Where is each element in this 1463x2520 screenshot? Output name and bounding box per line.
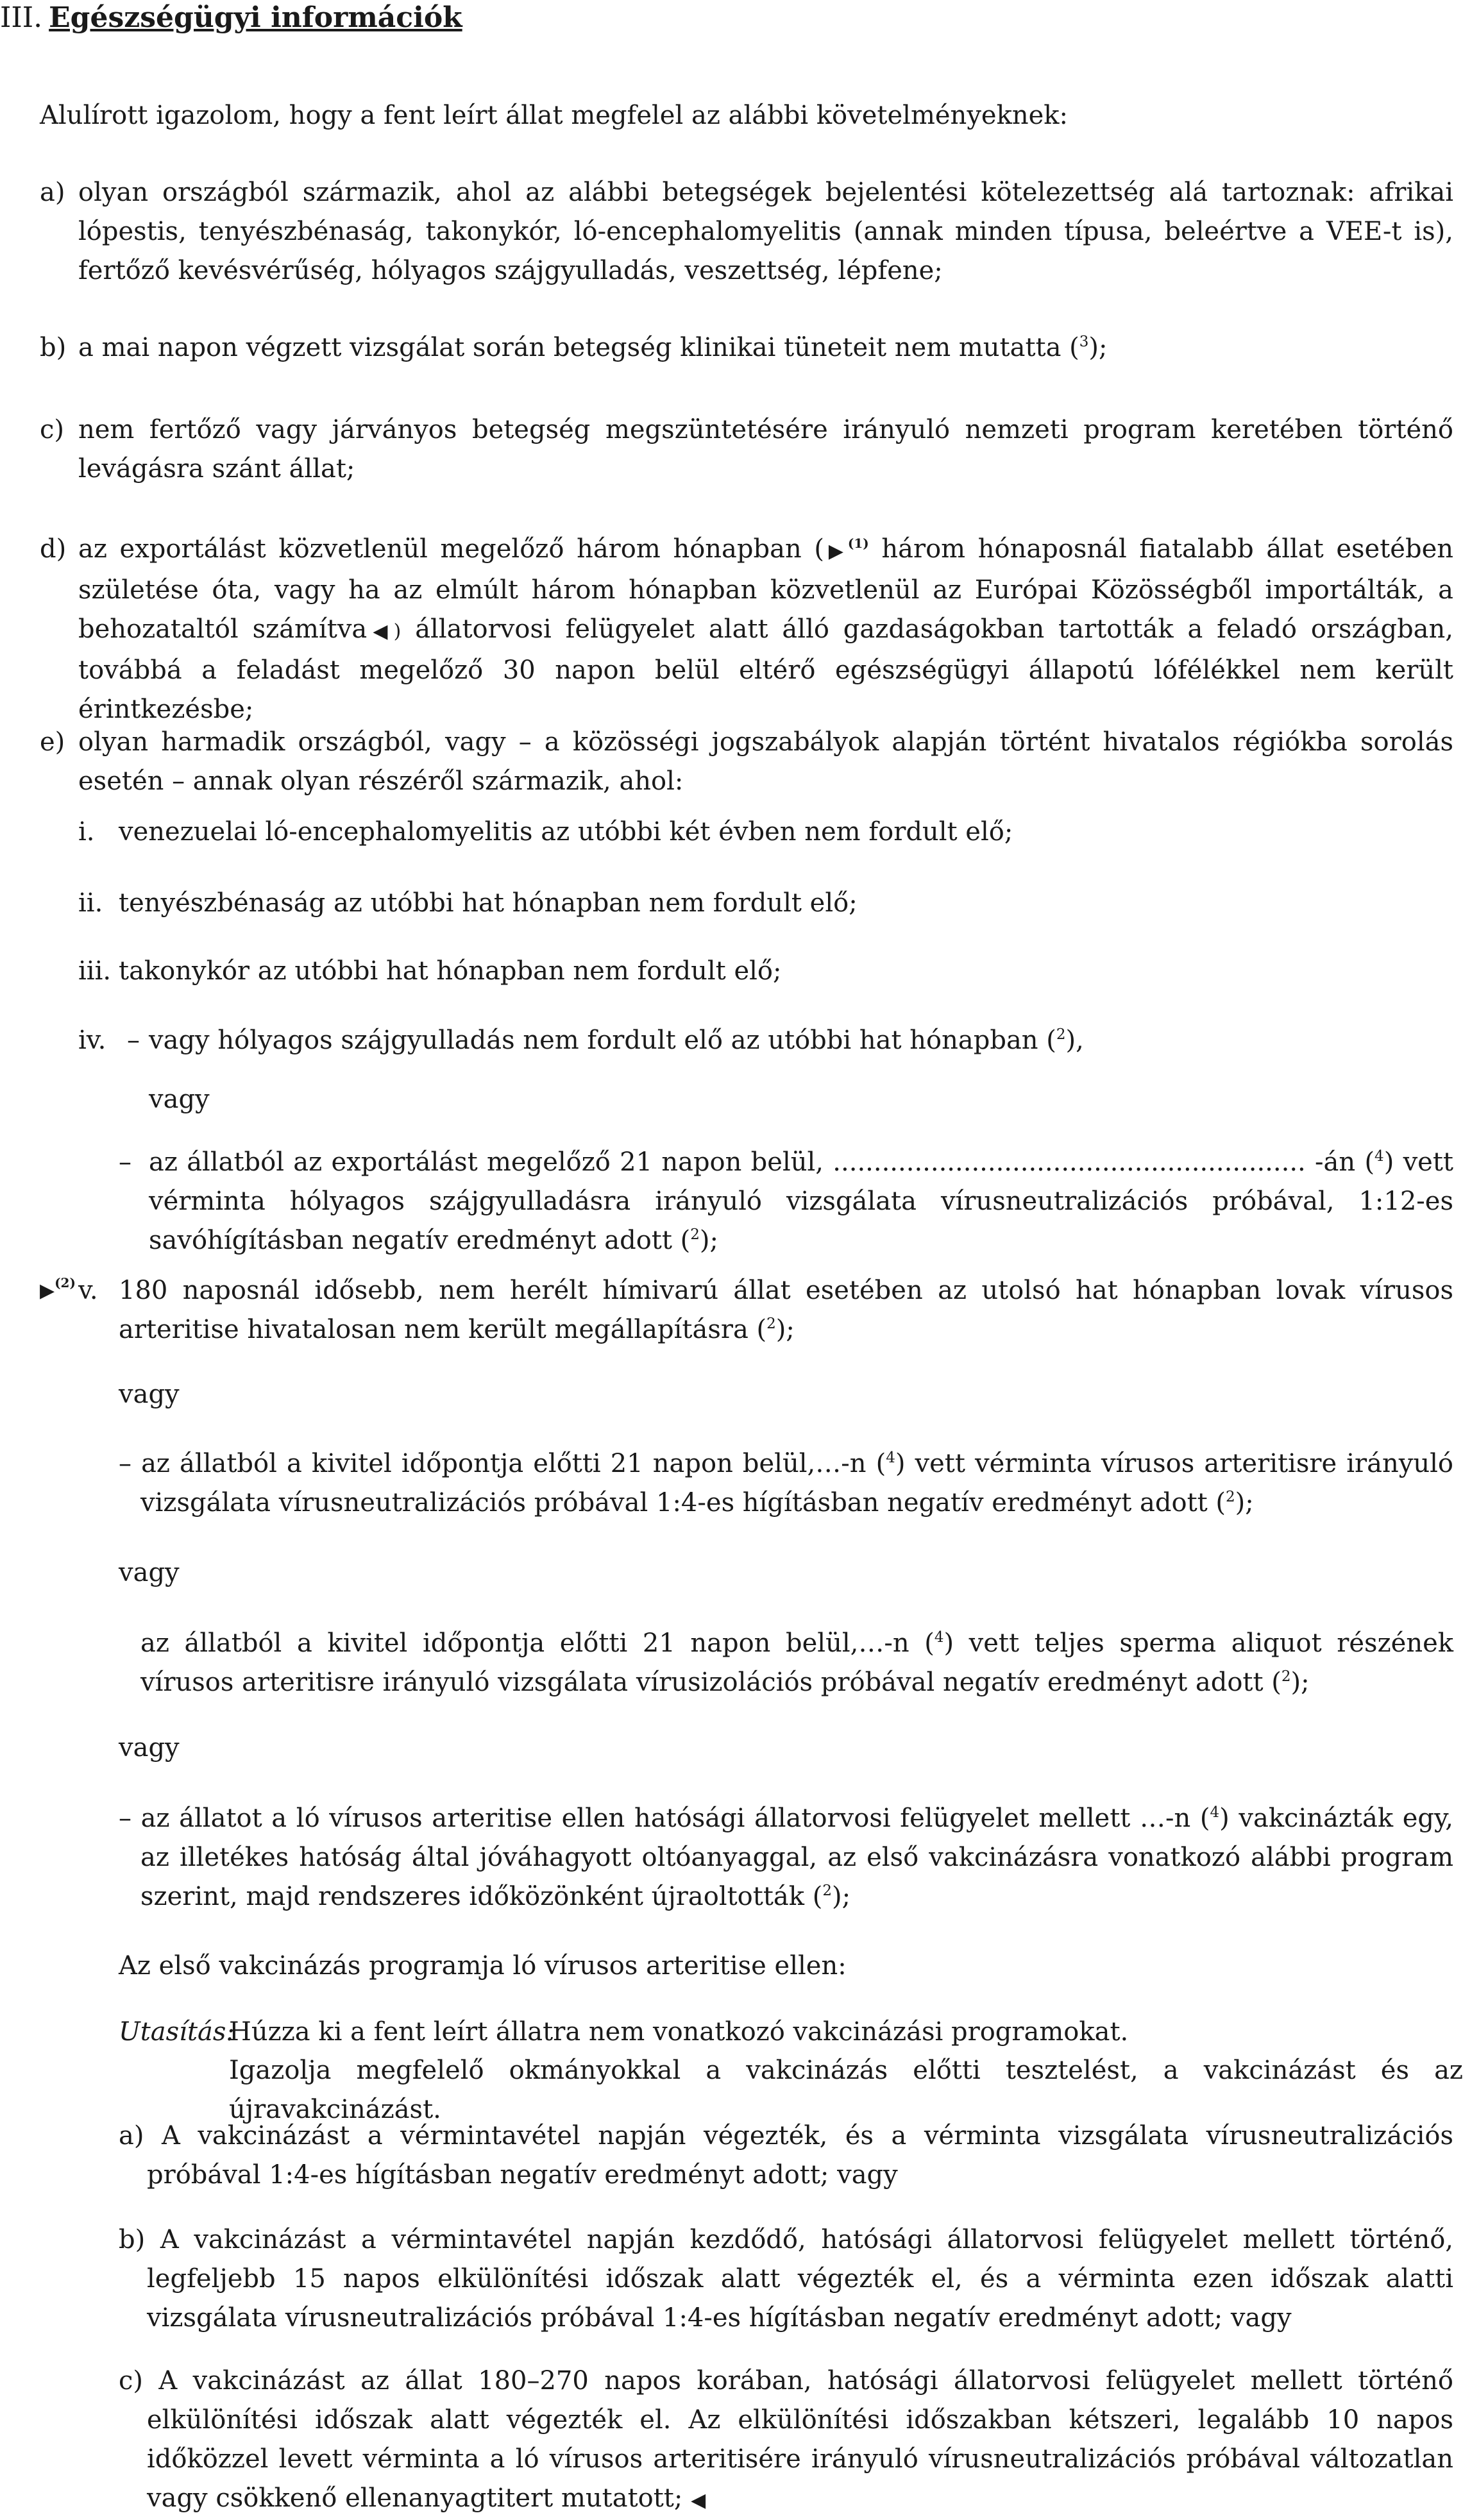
sub-v-or-3: vagy (119, 1733, 180, 1763)
sub-i-label: i. (78, 817, 95, 847)
amendment-end-marker: ◀) (367, 620, 402, 643)
sub-ii-text: tenyészbénaság az utóbbi hat hónapban nem fordult elő; (119, 888, 858, 918)
sub-iv-option-1: vagy hólyagos szájgyulladás nem fordult elő az utóbbi hat hónapban ($^2$), (149, 1026, 1084, 1055)
sub-iv-label: iv. (78, 1026, 106, 1055)
section-number: III. (0, 1, 43, 34)
instruction-label: Utasítás: (119, 2017, 235, 2047)
program-option-a: a) A vakcinázást a vérmintavétel napján végezték, és a vérminta vizsgálata vírusneutralizációs próbával 1:4-es hígításban negatív eredményt adott; vagy (119, 2121, 1453, 2190)
sub-v-or-2: vagy (119, 1558, 180, 1587)
sub-v-option-1: – az állatból a kivitel időpontja előtti 21 napon belül,…-n ($^4$) vett vérminta vírusos arteritisre irányuló vizsgálata vírusneutralizációs próbával 1:4-es hígításban negatív eredményt adott ($^2$); (119, 1449, 1453, 1518)
sub-iv-dash-1: – (127, 1026, 140, 1055)
sub-iv-dash-2: – (119, 1147, 131, 1177)
item-e-text: olyan harmadik országból, vagy – a közösségi jogszabályok alapján történt hivatalos régiókba sorolás esetén – annak olyan részéről származik, ahol: (78, 727, 1453, 796)
sub-iii-label: iii. (78, 956, 112, 986)
intro-paragraph: Alulírott igazolom, hogy a fent leírt állat megfelel az alábbi követelményeknek: (40, 101, 1068, 130)
sub-ii-label: ii. (78, 888, 103, 918)
instruction-line-1: Húzza ki a fent leírt állatra nem vonatkozó vakcinázási programokat. (229, 2017, 1129, 2047)
instruction-line-2: Igazolja megfelelő okmányokkal a vakcinázás előtti tesztelést, a vakcinázást és az újravakcinázást. (229, 2056, 1463, 2124)
item-a-label: a) (40, 178, 65, 207)
section-heading (0, 0, 462, 36)
sub-iii-text: takonykór az utóbbi hat hónapban nem fordult elő; (119, 956, 782, 986)
sub-v-label: v. (78, 1276, 98, 1305)
item-c-text: nem fertőző vagy járványos betegség megszüntetésére irányuló nemzeti program keretében történő levágásra szánt állat; (78, 415, 1453, 484)
item-e-label: e) (40, 727, 65, 757)
item-c-label: c) (40, 415, 65, 444)
sub-iv-option-2: az állatból az exportálást megelőző 21 napon belül, .......................................................... -án ($^4$) vett vérminta hólyagos szájgyulladásra irányuló vizsgálata vírusneutralizációs próbával, 1:12-es savóhígításban negatív eredményt adott ($^2$); (149, 1147, 1453, 1255)
sub-v-or-1: vagy (119, 1380, 180, 1409)
amendment-2-marker: ▶$^{(2)}$ (40, 1275, 76, 1302)
sub-i-text: venezuelai ló-encephalomyelitis az utóbbi két évben nem fordult elő; (119, 817, 1013, 847)
sub-v-option-2: az állatból a kivitel időpontja előtti 21 napon belül,…-n ($^4$) vett teljes sperma aliquot részének vírusos arteritisre irányuló vizsgálata vírusizolációs próbával negatív eredményt adott ($^2$); (140, 1628, 1453, 1697)
section-title: Egészségügyi információk (49, 1, 462, 34)
sub-v-text: 180 naposnál idősebb, nem herélt hímivarú állat esetében az utolsó hat hónapban lovak vírusos arteritise hivatalosan nem került megállapításra ($^2$); (119, 1276, 1453, 1344)
item-b-label: b) (40, 333, 67, 362)
item-b-text: a mai napon végzett vizsgálat során betegség klinikai tüneteit nem mutatta ($^3$); (78, 333, 1108, 362)
item-d-text: az exportálást közvetlenül megelőző három hónapban (▶$^{(1)}$ három hónaposnál fiatalabb állat esetében születése óta, vagy ha az elmúlt három hónapban közvetlenül az Európai Közösségből importálták, a behozataltól számítva◀) állatorvosi felügyelet alatt álló gazdaságokban tartották a feladó országban, továbbá a feladást megelőző 30 napon belül eltérő egészségügyi állapotú lófélékkel nem került érintkezésbe; (78, 534, 1454, 724)
item-a-text: olyan országból származik, ahol az alábbi betegségek bejelentési kötelezettség alá tartoznak: afrikai lópestis, tenyészbénaság, takonykór, ló-encephalomyelitis (annak minden típusa, beleértve a VEE-t is), fertőző kevésvérűség, hólyagos szájgyulladás, veszettség, lépfene; (78, 178, 1453, 285)
program-option-c: c) A vakcinázást az állat 180–270 napos korában, hatósági állatorvosi felügyelet mellett történő elkülönítési időszak alatt végezték el. Az elkülönítési időszakban kétszeri, legalább 10 napos időközzel levett vérminta a ló vírusos arteritisére irányuló vírusneutralizációs próbával változatlan vagy csökkenő ellenanyagtitert mutatott; ◀ (119, 2366, 1453, 2513)
sub-v-option-3: – az állatot a ló vírusos arteritise ellen hatósági állatorvosi felügyelet mellett …-n ($^4$) vakcinázták egy, az illetékes hatóság által jóváhagyott oltóanyaggal, az első vakcinázásra vonatkozó alábbi program szerint, majd rendszeres időközönként újraoltották ($^2$); (119, 1804, 1453, 1911)
amendment-end-marker-2: ◀ (691, 2489, 706, 2512)
sub-iv-or: vagy (149, 1085, 210, 1114)
fill-in-dots: .......................................................... (833, 1147, 1306, 1177)
vaccination-program-title: Az első vakcinázás programja ló vírusos arteritise ellen: (119, 1951, 847, 1981)
amendment-start-marker: ▶$^{(1)}$ (824, 536, 869, 562)
item-d-label: d) (40, 534, 67, 564)
program-option-b: b) A vakcinázást a vérmintavétel napján kezdődő, hatósági állatorvosi felügyelet mellett történő, legfeljebb 15 napos elkülönítési időszak alatt végezték el, és a vérminta ezen időszak alatti vizsgálata vírusneutralizációs próbával 1:4-es hígításban negatív eredményt adott; vagy (119, 2225, 1453, 2333)
footnote-ref: 3 (1079, 334, 1089, 350)
